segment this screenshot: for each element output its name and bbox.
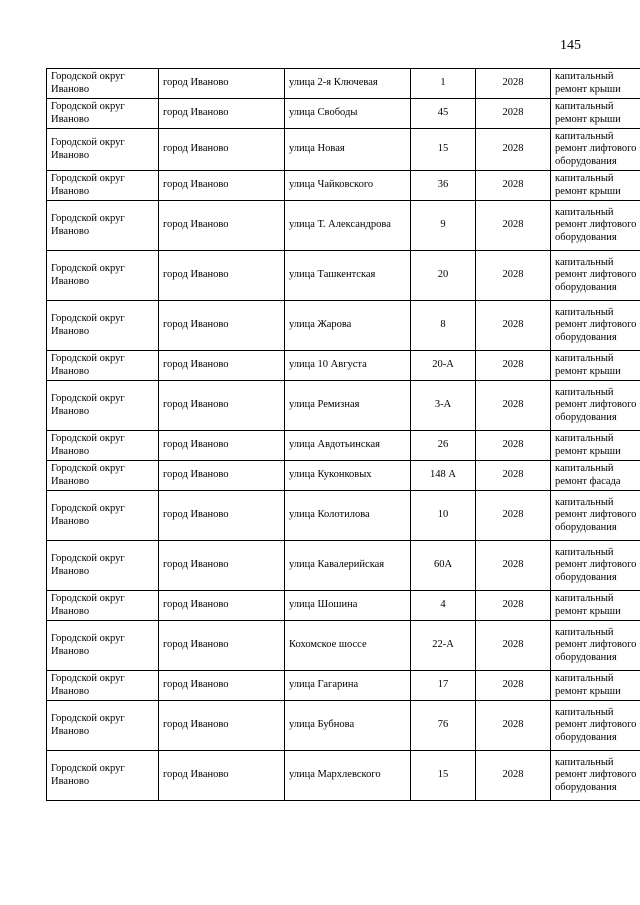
house-number-cell: 60А	[411, 541, 476, 591]
okrug-cell: Городской округ Иваново	[47, 431, 159, 461]
okrug-cell: Городской округ Иваново	[47, 129, 159, 171]
year-cell: 2028	[476, 351, 551, 381]
work-type-cell: капитальный ремонт крыши	[551, 171, 640, 201]
house-number-cell: 15	[411, 751, 476, 801]
work-type-cell: капитальный ремонт крыши	[551, 351, 640, 381]
table-row	[47, 751, 640, 801]
work-type-cell: капитальный ремонт лифтового оборудования	[551, 301, 640, 351]
year-cell: 2028	[476, 69, 551, 99]
year-cell: 2028	[476, 201, 551, 251]
street-cell: улица Гагарина	[285, 671, 411, 701]
okrug-cell: Городской округ Иваново	[47, 251, 159, 301]
street-cell: улица Куконковых	[285, 461, 411, 491]
city-cell: город Иваново	[159, 541, 285, 591]
okrug-cell: Городской округ Иваново	[47, 491, 159, 541]
okrug-cell: Городской округ Иваново	[47, 351, 159, 381]
year-cell: 2028	[476, 751, 551, 801]
street-cell: улица Жарова	[285, 301, 411, 351]
street-cell: улица Новая	[285, 129, 411, 171]
okrug-cell: Городской округ Иваново	[47, 301, 159, 351]
house-number-cell: 8	[411, 301, 476, 351]
house-number-cell: 15	[411, 129, 476, 171]
year-cell: 2028	[476, 251, 551, 301]
okrug-cell: Городской округ Иваново	[47, 671, 159, 701]
street-cell: улица Свободы	[285, 99, 411, 129]
okrug-cell: Городской округ Иваново	[47, 541, 159, 591]
street-cell: улица Ташкентская	[285, 251, 411, 301]
work-type-cell: капитальный ремонт крыши	[551, 671, 640, 701]
table-row	[47, 431, 640, 461]
work-type-cell: капитальный ремонт лифтового оборудования	[551, 621, 640, 671]
table-row	[47, 591, 640, 621]
city-cell: город Иваново	[159, 69, 285, 99]
city-cell: город Иваново	[159, 99, 285, 129]
house-number-cell: 76	[411, 701, 476, 751]
table-row	[47, 491, 640, 541]
table-row	[47, 671, 640, 701]
okrug-cell: Городской округ Иваново	[47, 591, 159, 621]
okrug-cell: Городской округ Иваново	[47, 751, 159, 801]
street-cell: улица Кавалерийская	[285, 541, 411, 591]
city-cell: город Иваново	[159, 251, 285, 301]
year-cell: 2028	[476, 99, 551, 129]
table-row	[47, 99, 640, 129]
city-cell: город Иваново	[159, 751, 285, 801]
house-number-cell: 20-А	[411, 351, 476, 381]
house-number-cell: 3-А	[411, 381, 476, 431]
city-cell: город Иваново	[159, 671, 285, 701]
street-cell: улица Чайковского	[285, 171, 411, 201]
work-type-cell: капитальный ремонт лифтового оборудования	[551, 491, 640, 541]
year-cell: 2028	[476, 591, 551, 621]
table-row	[47, 351, 640, 381]
house-number-cell: 10	[411, 491, 476, 541]
house-number-cell: 20	[411, 251, 476, 301]
house-number-cell: 9	[411, 201, 476, 251]
house-number-cell: 22-А	[411, 621, 476, 671]
year-cell: 2028	[476, 541, 551, 591]
housing-repair-table	[46, 68, 640, 801]
city-cell: город Иваново	[159, 201, 285, 251]
table-row	[47, 621, 640, 671]
work-type-cell: капитальный ремонт лифтового оборудования	[551, 129, 640, 171]
city-cell: город Иваново	[159, 701, 285, 751]
okrug-cell: Городской округ Иваново	[47, 171, 159, 201]
street-cell: улица Колотилова	[285, 491, 411, 541]
year-cell: 2028	[476, 671, 551, 701]
page-number: 145	[560, 38, 581, 53]
year-cell: 2028	[476, 301, 551, 351]
street-cell: улица 2-я Ключевая	[285, 69, 411, 99]
street-cell: улица Ремизная	[285, 381, 411, 431]
city-cell: город Иваново	[159, 591, 285, 621]
table-row	[47, 541, 640, 591]
okrug-cell: Городской округ Иваново	[47, 621, 159, 671]
city-cell: город Иваново	[159, 381, 285, 431]
city-cell: город Иваново	[159, 621, 285, 671]
work-type-cell: капитальный ремонт крыши	[551, 69, 640, 99]
work-type-cell: капитальный ремонт лифтового оборудования	[551, 541, 640, 591]
okrug-cell: Городской округ Иваново	[47, 201, 159, 251]
street-cell: Кохомское шоссе	[285, 621, 411, 671]
street-cell: улица Авдотьинская	[285, 431, 411, 461]
table-row	[47, 301, 640, 351]
city-cell: город Иваново	[159, 431, 285, 461]
okrug-cell: Городской округ Иваново	[47, 99, 159, 129]
city-cell: город Иваново	[159, 171, 285, 201]
work-type-cell: капитальный ремонт крыши	[551, 591, 640, 621]
okrug-cell: Городской округ Иваново	[47, 461, 159, 491]
house-number-cell: 1	[411, 69, 476, 99]
city-cell: город Иваново	[159, 301, 285, 351]
table-body	[47, 69, 640, 801]
house-number-cell: 148 А	[411, 461, 476, 491]
okrug-cell: Городской округ Иваново	[47, 69, 159, 99]
year-cell: 2028	[476, 701, 551, 751]
year-cell: 2028	[476, 621, 551, 671]
work-type-cell: капитальный ремонт лифтового оборудования	[551, 751, 640, 801]
okrug-cell: Городской округ Иваново	[47, 701, 159, 751]
okrug-cell: Городской округ Иваново	[47, 381, 159, 431]
year-cell: 2028	[476, 461, 551, 491]
city-cell: город Иваново	[159, 351, 285, 381]
house-number-cell: 26	[411, 431, 476, 461]
table-row	[47, 129, 640, 171]
house-number-cell: 36	[411, 171, 476, 201]
table-row	[47, 251, 640, 301]
table-row	[47, 201, 640, 251]
work-type-cell: капитальный ремонт лифтового оборудования	[551, 201, 640, 251]
year-cell: 2028	[476, 381, 551, 431]
work-type-cell: капитальный ремонт лифтового оборудования	[551, 251, 640, 301]
house-number-cell: 45	[411, 99, 476, 129]
table-row	[47, 69, 640, 99]
street-cell: улица 10 Августа	[285, 351, 411, 381]
table-row	[47, 171, 640, 201]
work-type-cell: капитальный ремонт крыши	[551, 99, 640, 129]
city-cell: город Иваново	[159, 129, 285, 171]
year-cell: 2028	[476, 431, 551, 461]
work-type-cell: капитальный ремонт лифтового оборудования	[551, 701, 640, 751]
city-cell: город Иваново	[159, 491, 285, 541]
street-cell: улица Бубнова	[285, 701, 411, 751]
year-cell: 2028	[476, 171, 551, 201]
street-cell: улица Шошина	[285, 591, 411, 621]
street-cell: улица Мархлевского	[285, 751, 411, 801]
city-cell: город Иваново	[159, 461, 285, 491]
work-type-cell: капитальный ремонт фасада	[551, 461, 640, 491]
table-row	[47, 701, 640, 751]
table-row	[47, 381, 640, 431]
house-number-cell: 4	[411, 591, 476, 621]
year-cell: 2028	[476, 491, 551, 541]
work-type-cell: капитальный ремонт крыши	[551, 431, 640, 461]
year-cell: 2028	[476, 129, 551, 171]
table-row	[47, 461, 640, 491]
street-cell: улица Т. Александрова	[285, 201, 411, 251]
house-number-cell: 17	[411, 671, 476, 701]
work-type-cell: капитальный ремонт лифтового оборудования	[551, 381, 640, 431]
